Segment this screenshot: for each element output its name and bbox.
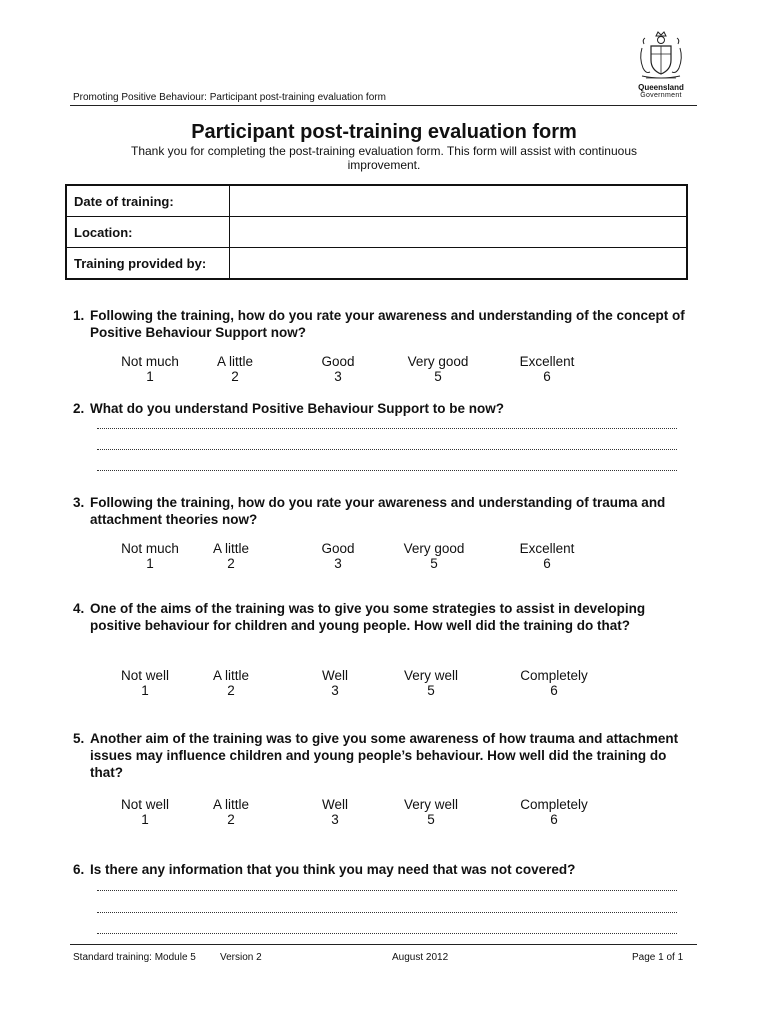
question-3 [73, 494, 698, 528]
rating-label: A little [216, 354, 254, 369]
question-number: 2. [73, 401, 85, 416]
rating-value: 5 [430, 556, 438, 571]
rating-value: 5 [427, 683, 435, 698]
question-text: Another aim of the training was to give you some awareness of how trauma and attachment issues may influence children and young people’s behaviour. How well did the training do that? [90, 731, 679, 780]
rating-option[interactable] [190, 354, 280, 384]
rating-option[interactable] [105, 354, 195, 384]
rating-value: 2 [227, 556, 235, 571]
rating-value: 6 [543, 369, 551, 384]
info-row-date [66, 185, 687, 217]
rating-option[interactable] [389, 541, 479, 571]
rating-option[interactable] [105, 541, 195, 571]
rating-value: 1 [141, 812, 149, 827]
rating-label: Not much [121, 354, 179, 369]
rating-label: Not much [121, 541, 179, 556]
question-5 [73, 730, 698, 781]
rating-label: Excellent [519, 354, 575, 369]
answer-line[interactable] [97, 933, 677, 934]
rating-option[interactable] [293, 541, 383, 571]
rating-value: 1 [141, 683, 149, 698]
rating-label: Well [321, 797, 348, 812]
rating-value: 2 [227, 812, 235, 827]
question-number: 6. [73, 862, 85, 877]
rating-value: 3 [334, 556, 342, 571]
rating-value: 3 [331, 683, 339, 698]
rating-option[interactable] [100, 668, 190, 698]
rating-label: A little [212, 541, 250, 556]
footer-date: August 2012 [392, 952, 449, 963]
rating-label: A little [212, 797, 250, 812]
question-2 [73, 400, 698, 417]
date-of-training-field[interactable] [230, 185, 688, 217]
rating-option[interactable] [393, 354, 483, 384]
rating-label: Not well [120, 797, 169, 812]
rating-option[interactable] [186, 668, 276, 698]
rating-label: Good [321, 541, 355, 556]
rating-value: 1 [146, 369, 154, 384]
rating-option[interactable] [186, 797, 276, 827]
question-number: 1. [73, 308, 85, 323]
rating-label: A little [212, 668, 250, 683]
header-title: Promoting Positive Behaviour: Participant post-training evaluation form [73, 92, 386, 103]
page-subtitle: Thank you for completing the post-training evaluation form. This form will assist with continuous improvement. [130, 144, 637, 172]
rating-option[interactable] [290, 797, 380, 827]
rating-value: 1 [146, 556, 154, 571]
rating-value: 6 [550, 683, 558, 698]
info-label: Location: [66, 217, 230, 248]
question-number: 3. [73, 495, 85, 510]
rating-label: Very good [403, 541, 465, 556]
rating-label: Very well [403, 797, 459, 812]
rating-value: 2 [231, 369, 239, 384]
rating-option[interactable] [502, 354, 592, 384]
rating-option[interactable] [509, 797, 599, 827]
info-label: Training provided by: [66, 248, 230, 280]
question-4 [73, 600, 698, 634]
rating-option[interactable] [186, 541, 276, 571]
rating-label: Excellent [519, 541, 575, 556]
rating-option[interactable] [386, 668, 476, 698]
info-label: Date of training: [66, 185, 230, 217]
rating-value: 5 [427, 812, 435, 827]
question-number: 5. [73, 731, 85, 746]
rating-option[interactable] [509, 668, 599, 698]
rating-label: Good [321, 354, 355, 369]
rating-label: Very well [403, 668, 459, 683]
answer-line[interactable] [97, 470, 677, 471]
answer-line[interactable] [97, 890, 677, 891]
footer-page: Page 1 of 1 [632, 952, 684, 963]
logo-subtitle: Government [640, 92, 682, 99]
rating-option[interactable] [293, 354, 383, 384]
logo-name: Queensland [638, 83, 684, 92]
question-text: Following the training, how do you rate your awareness and understanding of the concept of Positive Behaviour Support now? [90, 308, 685, 340]
training-provided-by-field[interactable] [230, 248, 688, 280]
rating-value: 3 [334, 369, 342, 384]
training-info-table [65, 184, 688, 280]
rating-option[interactable] [100, 797, 190, 827]
answer-line[interactable] [97, 428, 677, 429]
page-title: Participant post-training evaluation form [191, 121, 577, 143]
question-text: What do you understand Positive Behaviour Support to be now? [90, 401, 505, 416]
coat-of-arms-icon [636, 30, 686, 82]
footer-version: Version 2 [220, 952, 262, 963]
question-text: Is there any information that you think you may need that was not covered? [90, 862, 576, 877]
answer-line[interactable] [97, 449, 677, 450]
rating-option[interactable] [386, 797, 476, 827]
info-row-location [66, 217, 687, 248]
rating-label: Not well [120, 668, 169, 683]
question-1 [73, 307, 698, 341]
header-divider [70, 105, 697, 106]
rating-value: 2 [227, 683, 235, 698]
question-text: One of the aims of the training was to give you some strategies to assist in developing positive behaviour for children and young people. How well did the training do that? [90, 601, 646, 633]
rating-label: Well [321, 668, 348, 683]
rating-option[interactable] [502, 541, 592, 571]
footer-module: Standard training: Module 5 [73, 952, 196, 963]
rating-value: 5 [434, 369, 442, 384]
rating-value: 6 [550, 812, 558, 827]
question-6 [73, 861, 698, 878]
info-row-provider [66, 248, 687, 280]
rating-label: Completely [520, 668, 588, 683]
rating-value: 3 [331, 812, 339, 827]
queensland-government-logo [628, 30, 694, 104]
footer-divider [70, 944, 697, 945]
rating-label: Very good [407, 354, 469, 369]
rating-value: 6 [543, 556, 551, 571]
question-number: 4. [73, 601, 85, 616]
rating-label: Completely [520, 797, 588, 812]
question-text: Following the training, how do you rate your awareness and understanding of trauma and attachment theories now? [90, 495, 666, 527]
answer-line[interactable] [97, 912, 677, 913]
location-field[interactable] [230, 217, 688, 248]
rating-option[interactable] [290, 668, 380, 698]
